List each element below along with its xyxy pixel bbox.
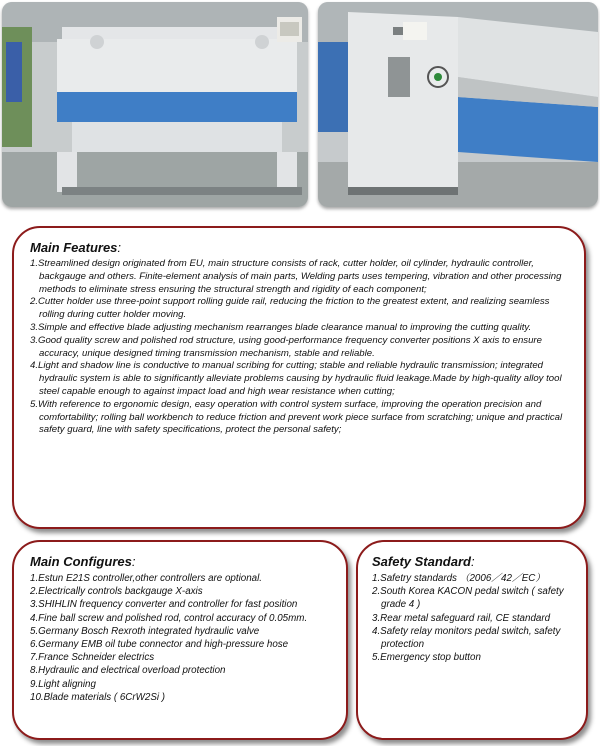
main-features-list: [30, 258, 570, 437]
feature-item: 4.Light and shadow line is conductive to manual scribing for cutting; stable and reliable hydraulic transmission; integrated hydraulic system is able to significantly alleviate problems causing by hydraulic fluid leakage.Made by high-quality alloy tool steel capable enough to against impact load and high wear resistance when cutting;: [30, 360, 562, 397]
feature-item: 3.Good quality screw and polished rod structure, using good-performance frequency converter positions X axis to ensure accuracy, unique designed timing transmission mechanism, stable and reliable.: [30, 334, 542, 359]
config-item: 9.Light aligning: [30, 678, 96, 690]
safety-item: 3.Rear metal safeguard rail, CE standard: [372, 612, 551, 624]
main-configures-list: [30, 572, 336, 704]
main-features-title: Main Features: [30, 240, 118, 255]
machine-side-photo: [318, 2, 598, 207]
feature-item: 5.With reference to ergonomic design, easy operation with control system surface, improving the operation precision and comfortability; rolling ball workbench to reduce friction and prevent work piece surface from scratching; unique and practical safety guard, line with safety specifications, protect the personal safety;: [30, 398, 563, 436]
main-features-heading: [30, 240, 570, 255]
config-item: 10.Blade materials ( 6CrW2Si ): [30, 691, 166, 703]
machine-front-photo: [2, 2, 308, 207]
main-configures-heading: [30, 554, 336, 569]
config-item: 8.Hydraulic and electrical overload protection: [30, 665, 226, 677]
main-configures-panel: [12, 540, 348, 740]
main-features-panel: [12, 226, 586, 529]
feature-item: 3.Simple and effective blade adjusting mechanism rearranges blade clearance manual to improving the cutting quality.: [30, 321, 532, 333]
config-item: 7.France Schneider electrics: [30, 652, 155, 664]
safety-standard-list: [372, 572, 576, 664]
safety-item: 1.Safetry standards （2006／42／EC）: [372, 573, 546, 584]
safety-item: 5.Emergency stop button: [372, 652, 481, 664]
main-features-colon: :: [117, 240, 122, 255]
config-item: 6.Germany EMB oil tube connector and high-pressure hose: [30, 639, 289, 651]
config-item: 1.Estun E21S controller,other controllers are optional.: [30, 573, 262, 584]
config-item: 5.Germany Bosch Rexroth integrated hydraulic valve: [30, 625, 260, 637]
safety-standard-colon: :: [470, 554, 475, 569]
config-item: 3.SHIHLIN frequency converter and controller for fast position: [30, 599, 298, 611]
safety-standard-panel: [356, 540, 588, 740]
feature-item: 1.Streamlined design originated from EU, main structure consists of rack, cutter holder, oil cylinder, hydraulic controller, backgauge and others. Finite-element analysis of main parts, Welding parts uses tempering, vibration and other processing methods to eliminate stress ensuring the structural strength and rigidity of each component;: [30, 258, 562, 295]
config-item: 4.Fine ball screw and polished rod, control accuracy of 0.05mm.: [30, 612, 308, 624]
main-configures-title: Main Configures: [30, 554, 132, 569]
machine-side-illustration: [318, 2, 598, 207]
safety-standard-title: Safety Standard: [372, 554, 471, 569]
safety-standard-heading: [372, 554, 576, 569]
safety-item: 2.South Korea KACON pedal switch ( safety grade 4 ): [372, 586, 564, 611]
feature-item: 2.Cutter holder use three-point support rolling guide rail, reducing the friction to the greatest extent, and realizing seamless rolling during cutter holder moving.: [30, 296, 550, 321]
config-item: 2.Electrically controls backgauge X-axis: [30, 586, 203, 598]
machine-front-illustration: [2, 2, 308, 207]
safety-item: 4.Safety relay monitors pedal switch, safety protection: [372, 625, 561, 651]
main-configures-colon: :: [131, 554, 136, 569]
